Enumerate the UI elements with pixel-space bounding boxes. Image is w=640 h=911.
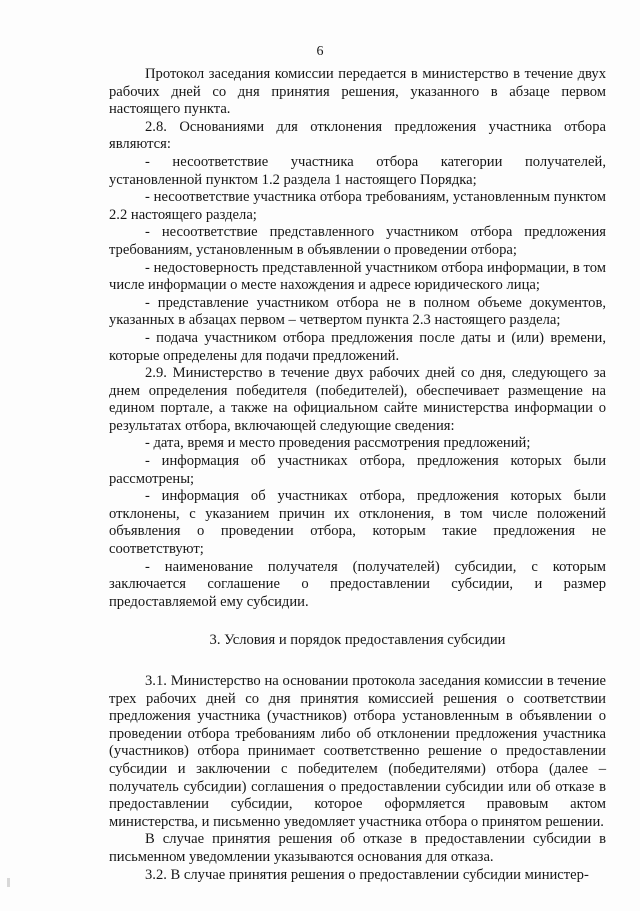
list-item: - наименование получателя (получателей) субсидии, с которым заключается соглашение о предоставлении субсидии, и размер предоставляемой ему субсидии. [109, 558, 606, 610]
paragraph-refusal-notice: В случае принятия решения об отказе в предоставлении субсидии в письменном уведомлении указываются основания для отказа. [109, 831, 606, 865]
paragraph-protocol-transfer: Протокол заседания комиссии передается в министерство в течение двух рабочих дней со дня принятия решения, указанного в абзаце первом настоящего пункта. [109, 66, 606, 118]
paragraph-2-8: 2.8. Основаниями для отклонения предложения участника отбора являются: [109, 118, 606, 153]
list-item: - дата, время и место проведения рассмотрения предложений; [145, 435, 531, 452]
list-item: - несоответствие участника отбора требованиям, установленным пунктом 2.2 настоящего раздела; [109, 189, 606, 223]
paragraph-2-9: 2.9. Министерство в течение двух рабочих дней со дня, следующего за днем определения победителя (победителей), обеспечивает размещение на едином портале, а также на официальном сайте министерства информации о результатах отбора, включающей следующие сведения: [109, 365, 606, 434]
list-item: - подача участником отбора предложения после даты и (или) времени, которые определены для подачи предложений. [109, 329, 606, 364]
list-item: - информация об участниках отбора, предложения которых были отклонены, с указанием причин их отклонения, в том числе положений объявления о проведении отбора, которым такие предложения не соответствуют; [109, 488, 606, 558]
list-item: - представление участником отбора не в полном объеме документов, указанных в абзацах первом – четвертом пункта 2.3 настоящего раздела; [109, 294, 606, 329]
section-heading: 3. Условия и порядок предоставления субсидии [209, 632, 506, 649]
paragraph-3-2: 3.2. В случае принятия решения о предоставлении субсидии министер- [145, 866, 589, 883]
list-item: - недостоверность представленной участником отбора информации, в том числе информации о месте нахождения и адресе юридического лица; [109, 259, 606, 294]
list-item: - несоответствие представленного участником отбора предложения требованиям, установленным в объявлении о проведении отбора; [109, 224, 606, 258]
list-item: - несоответствие участника отбора категории получателей, установленной пунктом 1.2 раздела 1 настоящего Порядка; [109, 153, 606, 188]
scan-edge-mark [7, 878, 10, 887]
document-body [109, 66, 606, 884]
page-number: 6 [316, 44, 324, 59]
paragraph-3-1: 3.1. Министерство на основании протокола заседания комиссии в течение трех рабочих дней со дня принятия комиссией решения о соответствии предложения участника (участников) отбора установленным в объявлении о проведении отбора требованиям либо об отклонении предложения участника (участников) отбора принимает соответственно решение о предоставлении субсидии и заключении с победителем (победителями) отбора (далее – получатель субсидии) соглашения о предоставлении субсидии или об отказе в предоставлении субсидии, которое оформляется правовым актом министерства, и письменно уведомляет участника отбора о принятом решении. [109, 673, 606, 830]
list-item: - информация об участниках отбора, предложения которых были рассмотрены; [109, 453, 606, 487]
